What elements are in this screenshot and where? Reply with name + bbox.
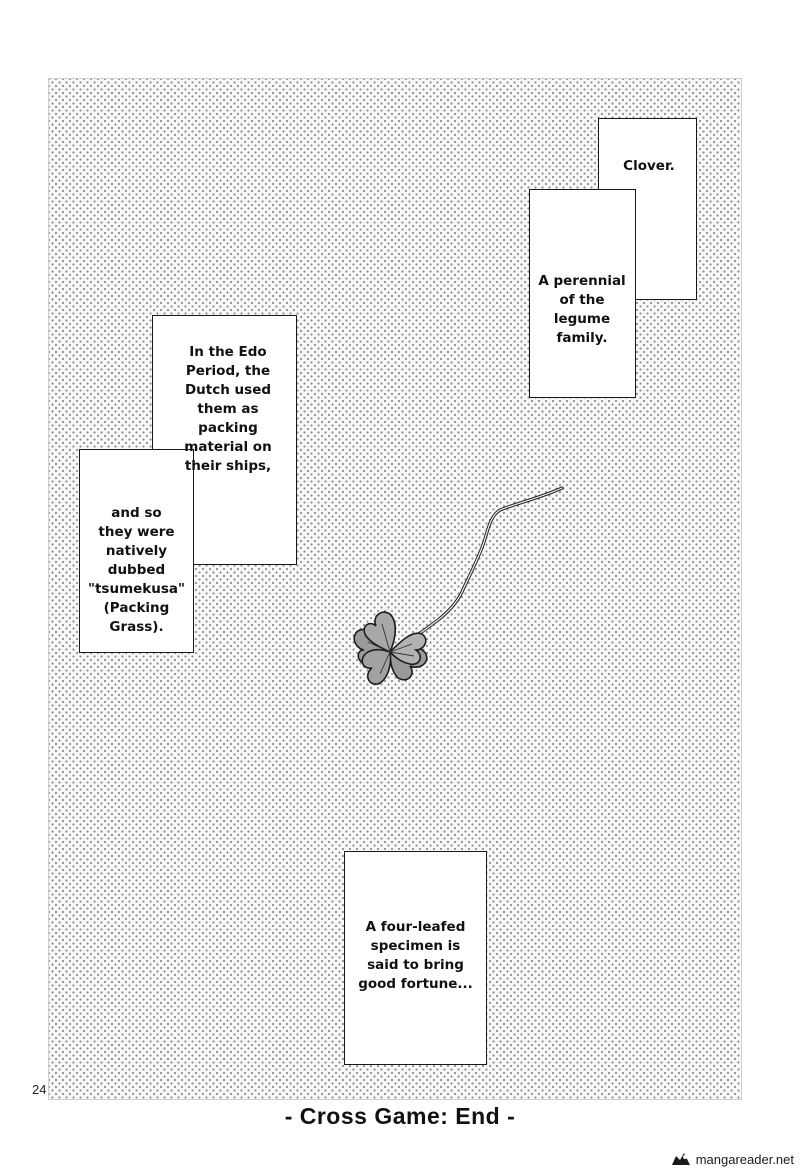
caption-clover-title: Clover. [623, 158, 675, 174]
caption-line: Period, the [185, 363, 271, 379]
caption-line: A perennial [538, 273, 626, 289]
caption-edo-part1 [168, 343, 288, 476]
page-number: 24 [32, 1082, 47, 1097]
caption-clover-body [532, 272, 632, 348]
caption-line: material on [184, 439, 272, 455]
chapter-end-title: - Cross Game: End - [284, 1103, 516, 1129]
caption-line: good fortune... [358, 976, 473, 992]
caption-line: In the Edo [189, 344, 267, 360]
caption-line: A four-leafed [365, 919, 466, 935]
caption-line: family. [556, 330, 608, 346]
watermark-logo-icon [670, 1150, 692, 1168]
caption-line: packing [198, 420, 258, 436]
caption-line: "tsumekusa" [87, 581, 186, 597]
caption-line: said to bring [367, 957, 464, 973]
caption-line: (Packing [103, 600, 170, 616]
four-leaf-clover-illustration [350, 480, 570, 700]
caption-line: Grass). [109, 619, 164, 635]
caption-line: natively [105, 543, 168, 559]
caption-line: of the [559, 292, 605, 308]
clover-leaf [362, 650, 390, 685]
clover-stem-highlight [410, 488, 562, 640]
caption-line: they were [98, 524, 175, 540]
caption-four-leaf [349, 918, 482, 994]
clover-stem [410, 488, 562, 640]
caption-line: legume [553, 311, 611, 327]
watermark-text: mangareader.net [695, 1151, 794, 1167]
watermark [670, 1150, 794, 1168]
clover-head [354, 612, 427, 684]
caption-line: them as [197, 401, 259, 417]
caption-line: dubbed [107, 562, 166, 578]
caption-line: their ships, [184, 458, 272, 474]
caption-line: Dutch used [184, 382, 272, 398]
caption-line: and so [111, 505, 162, 521]
caption-line: specimen is [370, 938, 461, 954]
caption-edo-part2 [84, 504, 189, 637]
